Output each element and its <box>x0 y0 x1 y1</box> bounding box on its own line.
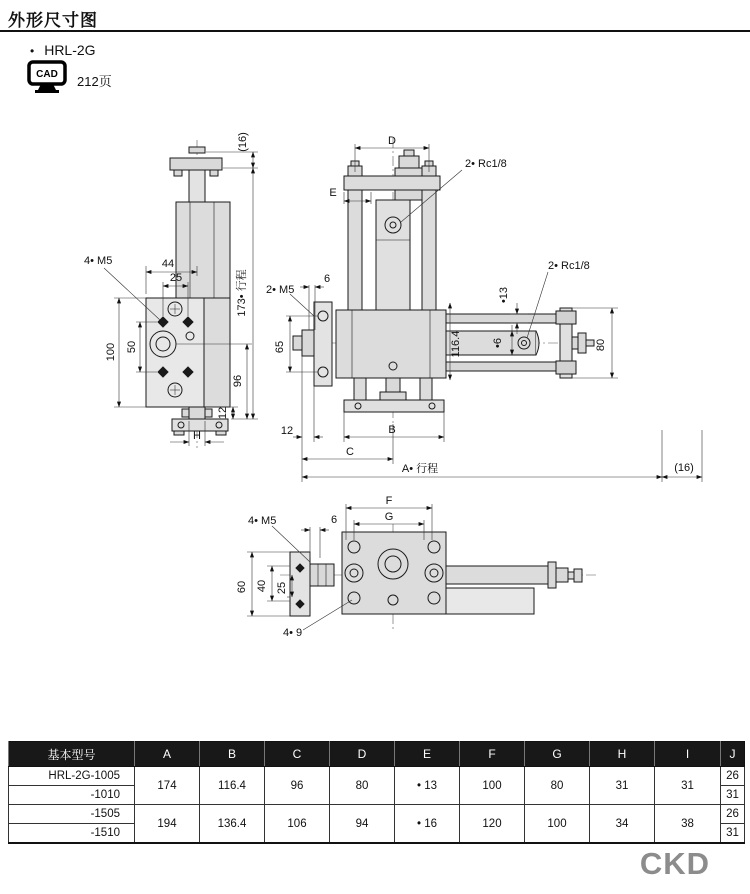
dim-label-100: 100 <box>105 342 117 362</box>
bottom-view <box>280 524 598 630</box>
dim-cell-c: 96 <box>265 767 330 805</box>
dim-cell-e: • 13 <box>395 767 460 805</box>
label-2m5: 2• M5 <box>266 284 295 296</box>
dim-label-12-side: 12 <box>217 406 229 420</box>
dim-label-96: 96 <box>232 374 244 388</box>
header-cell-b: B <box>200 742 265 767</box>
model-cell: -1505 <box>9 805 135 824</box>
dim-label-40: 40 <box>256 579 268 593</box>
dim-label-b: B <box>388 424 396 436</box>
label-rc-top: 2• Rc1/8 <box>465 158 507 170</box>
dim-cell-i: 38 <box>655 805 721 844</box>
dim-cell-c: 106 <box>265 805 330 844</box>
dim-label-16-side: (16) <box>237 132 249 152</box>
dimension-table-section <box>8 741 744 844</box>
label-rc-right: 2• Rc1/8 <box>548 260 590 272</box>
header-cell-g: G <box>525 742 590 767</box>
dim-label-60: 60 <box>236 580 248 594</box>
header-cell-model: 基本型号 <box>9 742 135 767</box>
dim-label-phi13: •13 <box>498 286 510 304</box>
dim-cell-a: 194 <box>135 805 200 844</box>
dim-cell-h: 31 <box>590 767 655 805</box>
product-name: HRL-2G <box>44 42 96 58</box>
front-view <box>293 138 598 424</box>
dim-cell-g: 100 <box>525 805 590 844</box>
dim-cell-f: 100 <box>460 767 525 805</box>
dim-label-80: 80 <box>595 338 607 352</box>
dim-cell-h: 34 <box>590 805 655 844</box>
dim-label-e: E <box>329 187 337 199</box>
bullet-icon: • <box>30 44 35 58</box>
dim-cell-j: 31 <box>721 824 745 844</box>
label-4m5-side: 4• M5 <box>84 255 113 267</box>
model-cell: HRL-2G-1005 <box>9 767 135 786</box>
dim-cell-b: 136.4 <box>200 805 265 844</box>
dim-cell-j: 31 <box>721 786 745 805</box>
header-cell-c: C <box>265 742 330 767</box>
page-title: 外形尺寸图 <box>8 11 98 30</box>
dim-label-f: F <box>385 495 393 507</box>
brand-logo: CKD <box>639 846 710 881</box>
header-cell-e: E <box>395 742 460 767</box>
dim-label-6-bottom: 6 <box>330 514 338 526</box>
dim-label-a-stroke: A• 行程 <box>401 463 439 475</box>
dim-label-12-front: 12 <box>280 425 294 437</box>
header-cell-d: D <box>330 742 395 767</box>
table-header-row <box>9 742 745 767</box>
dim-cell-d: 94 <box>330 805 395 844</box>
dim-label-c: C <box>346 446 354 458</box>
cad-icon-label: CAD <box>36 69 58 80</box>
dim-label-50: 50 <box>126 340 138 354</box>
header-cell-h: H <box>590 742 655 767</box>
dim-cell-j: 26 <box>721 767 745 786</box>
dim-label-d: D <box>388 135 396 147</box>
dimension-table <box>8 741 745 844</box>
dim-label-25-side: 25 <box>169 272 183 284</box>
dim-cell-b: 116.4 <box>200 767 265 805</box>
dim-cell-f: 120 <box>460 805 525 844</box>
dim-label-stroke-side: 173• 行程 <box>236 269 248 317</box>
dim-label-65: 65 <box>274 340 286 354</box>
dim-label-16-front: (16) <box>674 462 694 474</box>
dim-label-6-front: 6 <box>323 273 331 285</box>
label-4m5-bottom: 4• M5 <box>248 515 277 527</box>
dim-label-25-bottom: 25 <box>276 581 288 595</box>
label-4phi9: 4• 9 <box>283 627 303 639</box>
header-cell-f: F <box>460 742 525 767</box>
model-cell: -1010 <box>9 786 135 805</box>
dim-cell-e: • 16 <box>395 805 460 844</box>
model-cell: -1510 <box>9 824 135 844</box>
dim-cell-d: 80 <box>330 767 395 805</box>
table-row <box>9 767 745 786</box>
dim-cell-g: 80 <box>525 767 590 805</box>
dim-label-phi6: •6 <box>492 338 504 348</box>
header-cell-a: A <box>135 742 200 767</box>
header-cell-i: I <box>655 742 721 767</box>
dim-label-116-4: 116.4 <box>450 330 462 358</box>
dim-label-h: H <box>193 430 201 442</box>
table-row <box>9 805 745 824</box>
cad-page-ref: 212页 <box>77 73 112 89</box>
dim-cell-i: 31 <box>655 767 721 805</box>
dim-cell-a: 174 <box>135 767 200 805</box>
header-cell-j: J <box>721 742 745 767</box>
dim-label-g: G <box>384 511 394 523</box>
dim-cell-j: 26 <box>721 805 745 824</box>
dim-label-44: 44 <box>161 258 175 270</box>
